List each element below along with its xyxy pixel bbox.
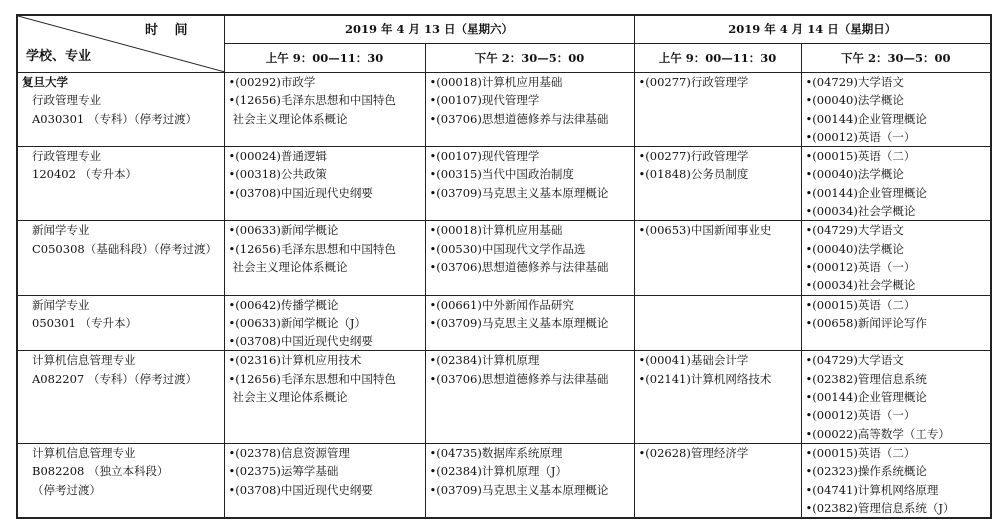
- course-entry: •(01848)公务员制度: [638, 167, 749, 182]
- course-entry: •(02384)计算机原理: [429, 353, 540, 368]
- major-cell: [17, 73, 224, 147]
- time-header-label: 时 间: [144, 23, 194, 38]
- schedule-row: [17, 295, 991, 351]
- course-entry: 社会主义理论体系概论: [232, 111, 348, 126]
- course-entry: •(00015)英语（二）: [805, 149, 916, 164]
- course-entry: •(02384)计算机原理（J）: [429, 464, 567, 479]
- course-entry: •(03706)思想道德修养与法律基础: [429, 111, 609, 126]
- major-name: 计算机信息管理专业: [32, 353, 136, 368]
- major-cell: [17, 221, 224, 295]
- course-entry: •(04741)计算机网络原理: [805, 482, 939, 497]
- course-cell-sat-pm: [425, 221, 634, 295]
- major-cell: [17, 295, 224, 351]
- major-name: 计算机信息管理专业: [32, 445, 136, 460]
- exam-schedule-table: [16, 14, 992, 519]
- major-name: 行政管理专业: [32, 93, 101, 108]
- course-entry: •(00015)英语（二）: [805, 297, 916, 312]
- course-entry: •(03709)马克思主义基本原理概论: [429, 185, 609, 200]
- course-entry: •(02141)计算机网络技术: [638, 371, 772, 386]
- course-entry: •(02378)信息资源管理: [228, 445, 350, 460]
- course-cell-sat-pm: [425, 295, 634, 351]
- course-entry: •(04729)大学语文: [805, 75, 904, 89]
- major-cell: [17, 351, 224, 443]
- course-cell-sun-pm: [801, 147, 991, 221]
- course-entry: •(12656)毛泽东思想和中国特色: [228, 371, 396, 386]
- course-entry: •(00012)英语（一）: [805, 129, 916, 144]
- course-entry: •(03708)中国近现代史纲要: [228, 482, 373, 497]
- course-cell-sun-pm: [801, 295, 991, 351]
- slot-header-sun-am: 上午 9：00—11：30: [634, 43, 801, 72]
- course-entry: •(00530)中国现代文学作品选: [429, 241, 586, 256]
- course-cell-sat-am: [224, 147, 425, 221]
- course-entry: •(03709)马克思主义基本原理概论: [429, 482, 609, 497]
- course-entry: •(00144)企业管理概论: [805, 111, 927, 126]
- major-cell: [17, 443, 224, 518]
- schedule-row: [17, 147, 991, 221]
- course-entry: •(00024)普通逻辑: [228, 149, 327, 164]
- major-cell: [17, 147, 224, 221]
- course-entry: •(00633)新闻学概论: [228, 223, 339, 238]
- course-entry: •(00022)高等数学（工专）: [805, 426, 950, 441]
- major-name: 新闻学专业: [32, 223, 90, 238]
- course-entry: •(03708)中国近现代史纲要: [228, 334, 373, 349]
- course-cell-sun-am: [634, 351, 801, 443]
- major-code: 050301 （专升本）: [32, 315, 138, 330]
- course-entry: •(00107)现代管理学: [429, 149, 540, 164]
- course-cell-sun-pm: [801, 351, 991, 443]
- course-cell-sun-am: [634, 147, 801, 221]
- course-entry: •(00040)法学概论: [805, 241, 904, 256]
- course-entry: •(00633)新闻学概论（J）: [228, 315, 366, 330]
- major-code: 120402 （专升本）: [32, 167, 138, 182]
- course-cell-sat-am: [224, 351, 425, 443]
- schedule-row: [17, 221, 991, 295]
- course-entry: •(02382)管理信息系统（J）: [805, 500, 955, 515]
- course-entry: •(00292)市政学: [228, 75, 316, 89]
- major-name: 新闻学专业: [32, 297, 90, 312]
- course-entry: •(00277)行政管理学: [638, 149, 749, 164]
- major-code: A030301 （专科）（停考过渡）: [32, 111, 198, 126]
- schedule-row: [17, 443, 991, 518]
- course-entry: •(04729)大学语文: [805, 223, 904, 238]
- schedule-row: [17, 351, 991, 443]
- course-entry: •(00040)法学概论: [805, 93, 904, 108]
- course-entry: •(00034)社会学概论: [805, 278, 916, 293]
- major-code: B082208 （独立本科段）: [32, 464, 169, 479]
- course-entry: •(00318)公共政策: [228, 167, 327, 182]
- course-entry: •(00144)企业管理概论: [805, 185, 927, 200]
- course-cell-sat-am: [224, 221, 425, 295]
- major-code: （停考过渡）: [32, 482, 101, 497]
- major-code: C050308（基础科段）（停考过渡）: [32, 241, 217, 256]
- major-name: 行政管理专业: [32, 149, 101, 164]
- course-entry: •(00018)计算机应用基础: [429, 223, 563, 238]
- slot-header-sat-pm: 下午 2：30—5：00: [425, 43, 634, 72]
- course-entry: •(02382)管理信息系统: [805, 371, 927, 386]
- course-entry: •(00041)基础会计学: [638, 353, 749, 368]
- course-cell-sun-pm: [801, 443, 991, 518]
- course-cell-sat-pm: [425, 443, 634, 518]
- date-header-sunday: 2019 年 4 月 14 日（星期日）: [634, 15, 991, 43]
- course-entry: •(02316)计算机应用技术: [228, 353, 362, 368]
- course-entry: •(00034)社会学概论: [805, 204, 916, 219]
- diagonal-header-cell: [17, 15, 224, 73]
- school-name: 复旦大学: [22, 75, 68, 89]
- schedule-body: [17, 73, 991, 519]
- course-cell-sun-am: [634, 221, 801, 295]
- course-cell-sun-pm: [801, 221, 991, 295]
- course-cell-sun-pm: [801, 73, 991, 147]
- course-entry: •(00107)现代管理学: [429, 93, 540, 108]
- schedule-row: [17, 73, 991, 147]
- course-entry: •(00040)法学概论: [805, 167, 904, 182]
- course-entry: •(00653)中国新闻事业史: [638, 223, 772, 238]
- course-cell-sun-am: [634, 443, 801, 518]
- course-entry: •(03708)中国近现代史纲要: [228, 185, 373, 200]
- course-entry: •(02323)操作系统概论: [805, 464, 927, 479]
- course-entry: •(00015)英语（二）: [805, 445, 916, 460]
- course-cell-sat-am: [224, 295, 425, 351]
- slot-header-sat-am: 上午 9：00—11：30: [224, 43, 425, 72]
- course-entry: •(00315)当代中国政治制度: [429, 167, 574, 182]
- course-entry: •(03709)马克思主义基本原理概论: [429, 315, 609, 330]
- course-entry: •(12656)毛泽东思想和中国特色: [228, 93, 396, 108]
- course-cell-sat-pm: [425, 351, 634, 443]
- course-cell-sun-am: [634, 295, 801, 351]
- course-entry: 社会主义理论体系概论: [232, 259, 348, 274]
- course-entry: •(02628)管理经济学: [638, 445, 749, 460]
- course-entry: •(04729)大学语文: [805, 353, 904, 368]
- course-entry: •(00018)计算机应用基础: [429, 75, 563, 89]
- course-entry: •(00642)传播学概论: [228, 297, 339, 312]
- course-entry: •(00012)英语（一）: [805, 259, 916, 274]
- slot-header-sun-pm: 下午 2：30—5：00: [801, 43, 991, 72]
- major-code: A082207 （专科）（停考过渡）: [32, 371, 198, 386]
- course-entry: •(00144)企业管理概论: [805, 390, 927, 405]
- course-cell-sat-am: [224, 443, 425, 518]
- course-entry: •(00277)行政管理学: [638, 75, 749, 89]
- course-entry: •(03706)思想道德修养与法律基础: [429, 371, 609, 386]
- course-entry: 社会主义理论体系概论: [232, 390, 348, 405]
- school-major-header-label: 学校、专业: [26, 48, 92, 64]
- course-entry: •(03706)思想道德修养与法律基础: [429, 259, 609, 274]
- course-cell-sat-am: [224, 73, 425, 147]
- course-cell-sun-am: [634, 73, 801, 147]
- course-entry: •(02375)运筹学基础: [228, 464, 339, 479]
- course-cell-sat-pm: [425, 73, 634, 147]
- course-entry: •(00012)英语（一）: [805, 408, 916, 423]
- course-entry: •(12656)毛泽东思想和中国特色: [228, 241, 396, 256]
- course-entry: •(00658)新闻评论写作: [805, 315, 927, 330]
- date-header-saturday: 2019 年 4 月 13 日（星期六）: [224, 15, 634, 43]
- course-entry: •(04735)数据库系统原理: [429, 445, 563, 460]
- course-entry: •(00661)中外新闻作品研究: [429, 297, 574, 312]
- course-cell-sat-pm: [425, 147, 634, 221]
